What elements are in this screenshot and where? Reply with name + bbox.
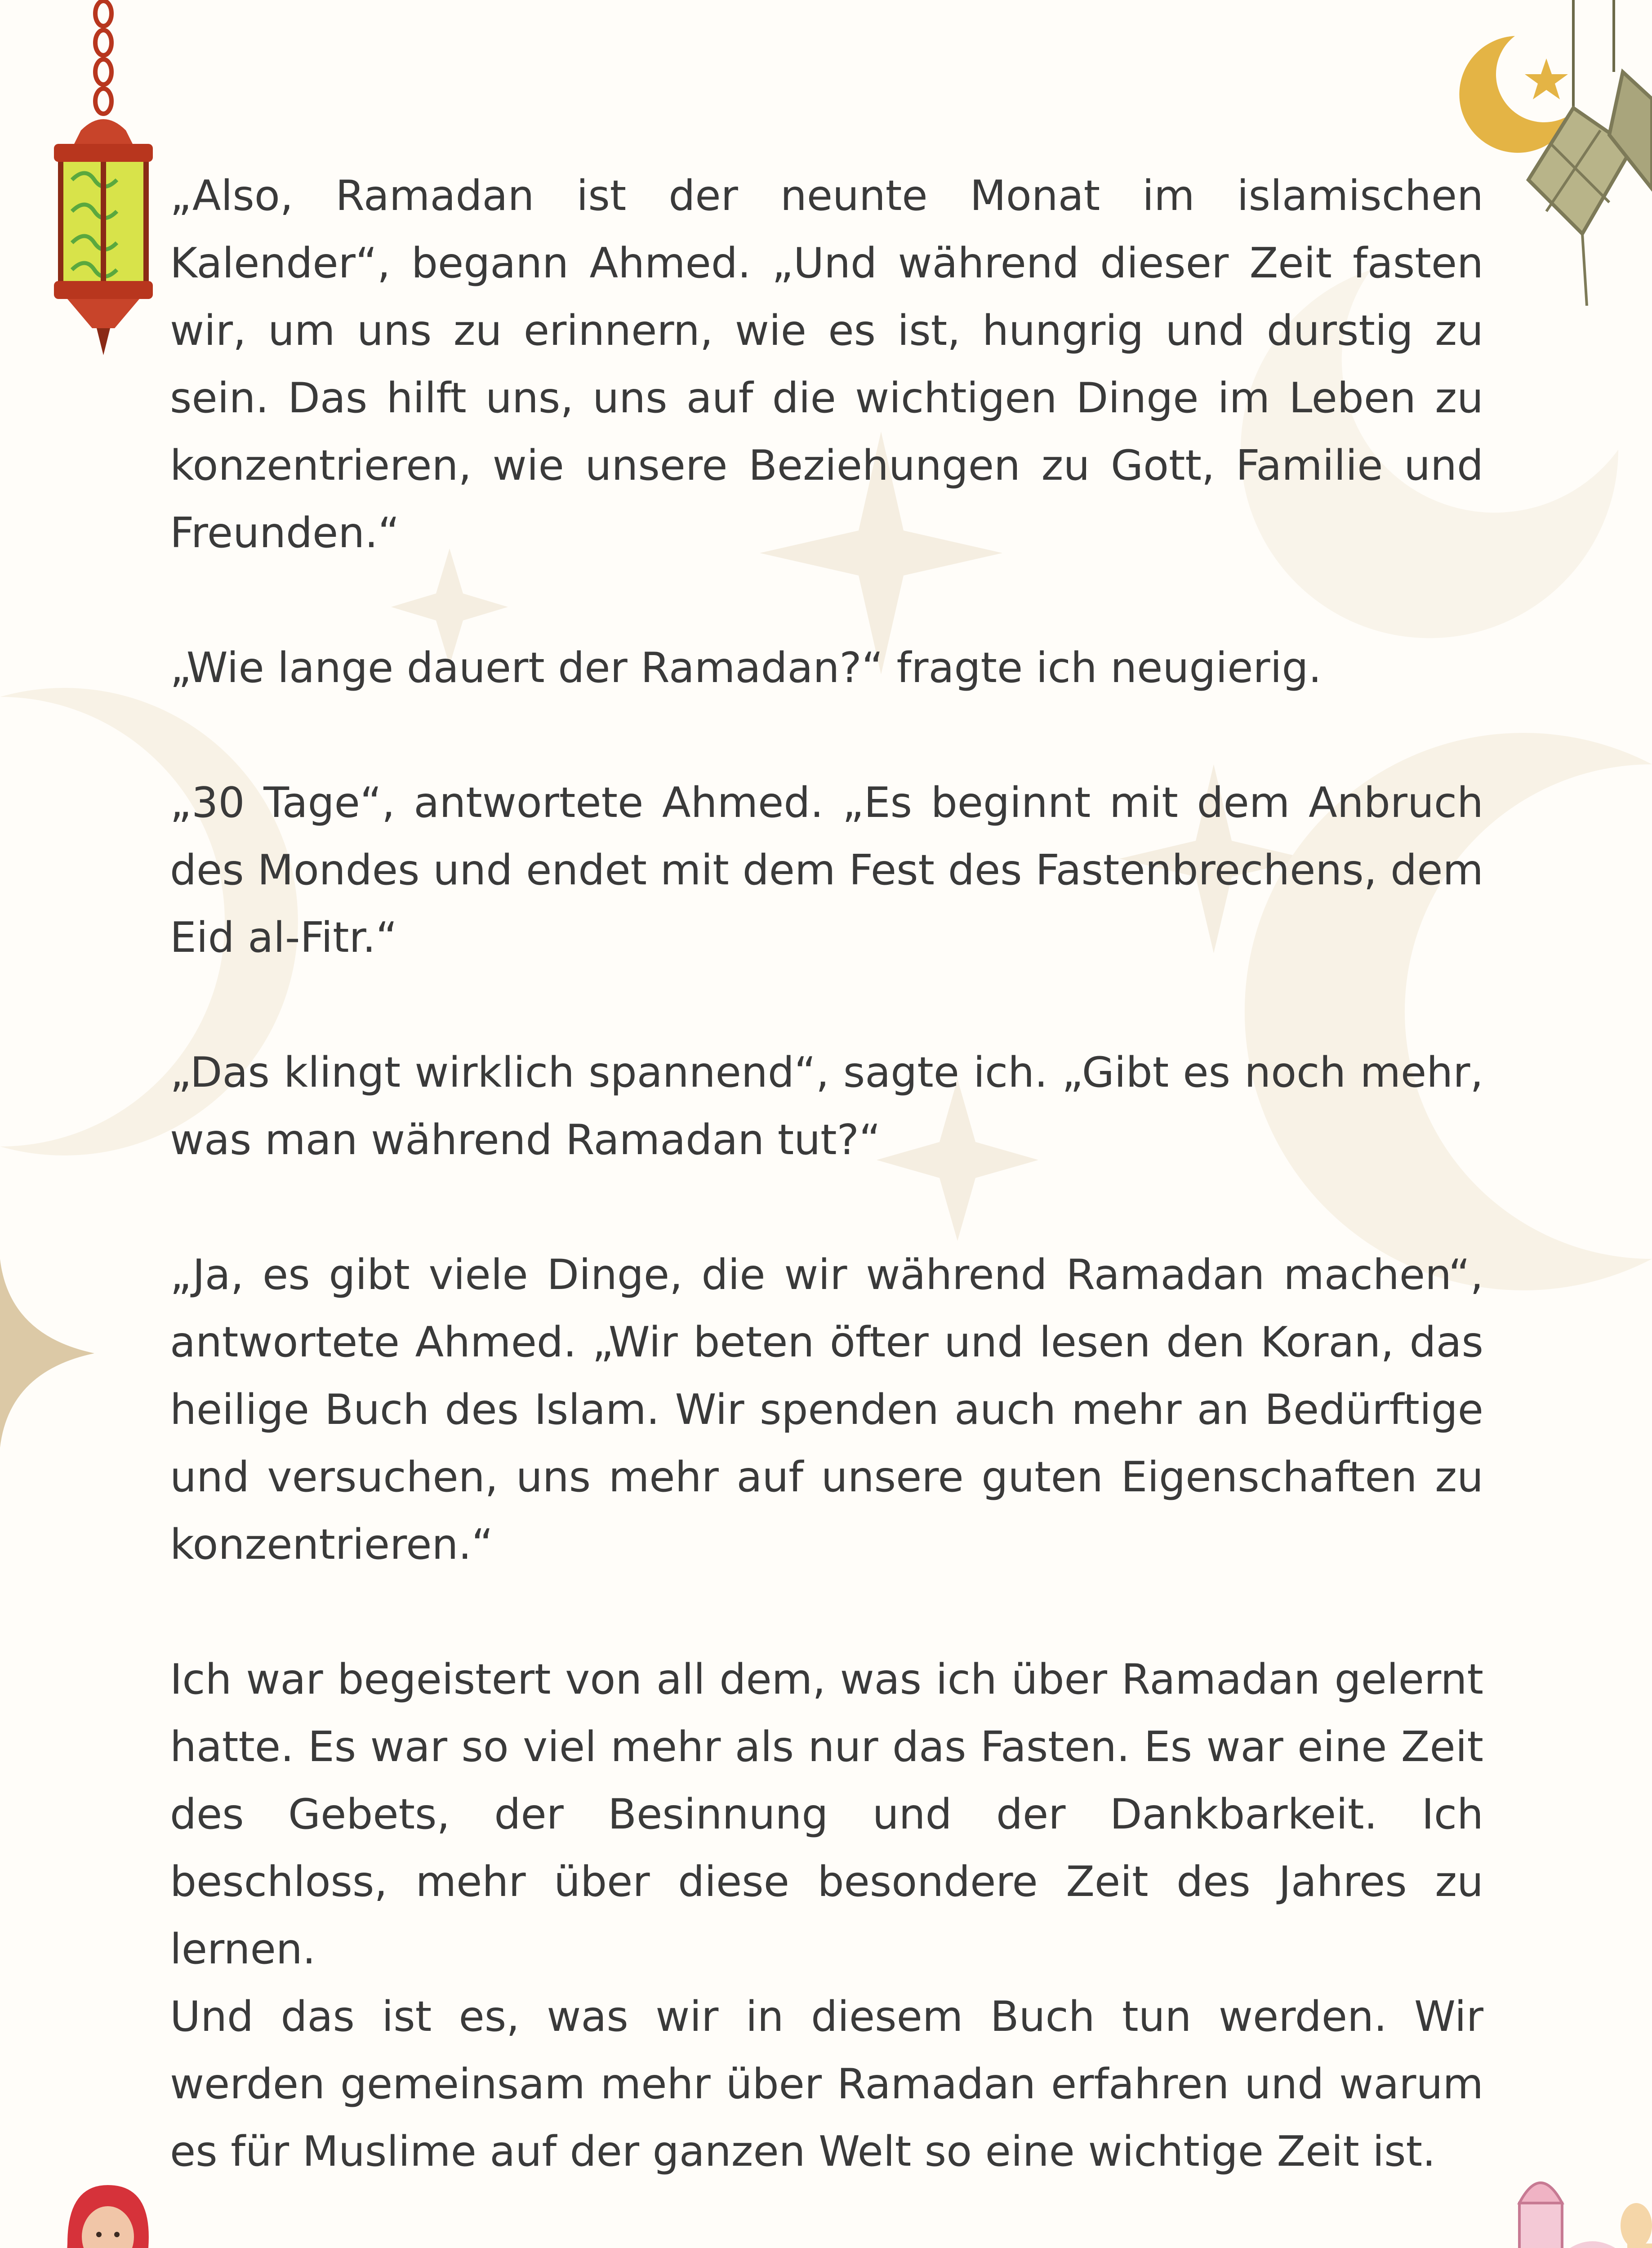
lantern-icon	[36, 0, 162, 360]
ketupat-icon	[1519, 0, 1652, 315]
mosque-illustration	[1268, 2158, 1652, 2248]
paragraph: „30 Tage“, antwortete Ahmed. „Es beginnt mit dem Anbruch des Mondes und endet mit dem Fest des Fastenbrechens, dem Eid al-Fitr.“	[170, 778, 1483, 962]
paragraph: „Also, Ramadan ist der neunte Monat im islamischen Kalender“, begann Ahmed. „Und während dieser Zeit fasten wir, um uns zu erinnern, wie es ist, hungrig und durstig zu sein. Das hilft uns, uns auf die wichtigen Dinge im Leben zu konzentrieren, wie unsere Beziehungen zu Gott, Familie und Freunden.“	[170, 171, 1483, 557]
paragraph: „Das klingt wirklich spannend“, sagte ich. „Gibt es noch mehr, was man während Ramadan tut?“	[170, 1048, 1483, 1164]
paragraph: „Ja, es gibt viele Dinge, die wir während Ramadan machen“, antwortete Ahmed. „Wir beten öfter und lesen den Koran, das heilige Buch des Islam. Wir spenden auch mehr an Bedürftige und versuchen, uns mehr auf unsere guten Eigenschaften zu konzentrieren.“	[170, 1250, 1483, 1569]
girl-illustration	[49, 2176, 166, 2248]
paragraph: Ich war begeistert von all dem, was ich über Ramadan gelernt hatte. Es war so viel mehr als nur das Fasten. Es war eine Zeit des Gebets, der Besinnung und der Dankbarkeit. Ich beschloss, mehr über diese besondere Zeit des Jahres zu lernen.	[170, 1655, 1483, 1973]
story-text	[170, 162, 1483, 2185]
sparkle-icon	[0, 1259, 99, 1448]
paragraph: „Wie lange dauert der Ramadan?“ fragte ich neugierig.	[170, 643, 1322, 692]
paragraph: Und das ist es, was wir in diesem Buch tun werden. Wir werden gemeinsam mehr über Ramadan erfahren und warum es für Muslime auf der ganzen Welt so eine wichtige Zeit ist.	[170, 1992, 1483, 2176]
